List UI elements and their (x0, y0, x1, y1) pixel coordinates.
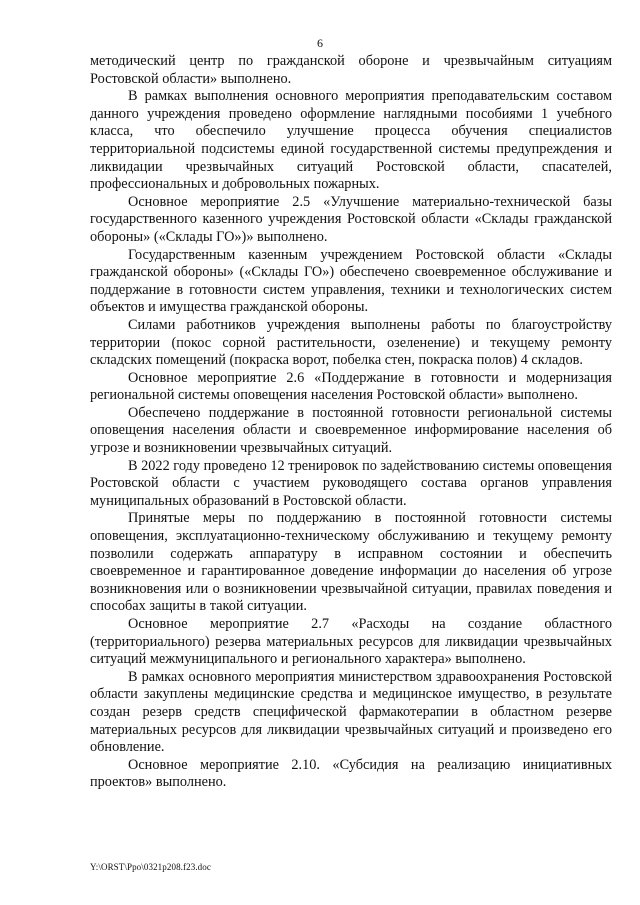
document-body (90, 53, 612, 792)
page-number: 6 (317, 36, 323, 50)
paragraph-measure-2-6: Основное мероприятие 2.6 «Поддержание в готовности и модернизация региональной системы оповещения населения Ростовской области» выполнено. (90, 369, 612, 404)
paragraph: В рамках выполнения основного мероприятия преподавательским составом данного учреждения проведено оформление наглядными пособиями 1 учебного класса, что обеспечило улучшение процесса обучения специалистов территориальной подсистемы единой государственной системы предупреждения и ликвидации чрезвычайных ситуаций Ростовской области, спасателей, профессиональных и добровольных пожарных. (90, 88, 612, 193)
paragraph-measure-2-5: Основное мероприятие 2.5 «Улучшение материально-технической базы государственного казенного учреждения Ростовской области «Склады гражданской обороны» («Склады ГО»)» выполнено. (90, 193, 612, 245)
paragraph: В рамках основного мероприятия министерством здравоохранения Ростовской области закуплены медицинские средства и медицинское имущество, в результате создан резерв средств специфической фармакотерапии в областном резерве материальных ресурсов для ликвидации чрезвычайных ситуаций и произведено его обновление. (90, 668, 612, 756)
paragraph-measure-2-7: Основное мероприятие 2.7 «Расходы на создание областного (территориального) резерва материальных ресурсов для ликвидации чрезвычайных ситуаций межмуниципального и регионального характера» выполнено. (90, 616, 612, 668)
file-path-footer: Y:\ORST\Ppo\0321p208.f23.doc (90, 862, 211, 872)
paragraph: Принятые меры по поддержанию в постоянной готовности системы оповещения, эксплуатационно-техническому обслуживанию и текущему ремонту позволили содержать аппаратуру в исправном состоянии и обеспечить своевременное и гарантированное доведение информации до населения об угрозе возникновения или о возникновении чрезвычайной ситуации, правилах поведения и способах защиты в такой ситуации. (90, 510, 612, 615)
paragraph-continuation: методический центр по гражданской обороне и чрезвычайным ситуациям Ростовской области» выполнено. (90, 53, 612, 87)
paragraph: В 2022 году проведено 12 тренировок по задействованию системы оповещения Ростовской области с участием руководящего состава органов управления муниципальных образований в Ростовской области. (90, 457, 612, 509)
paragraph-measure-2-10: Основное мероприятие 2.10. «Субсидия на реализацию инициативных проектов» выполнено. (90, 756, 612, 791)
paragraph: Силами работников учреждения выполнены работы по благоустройству территории (покос сорной растительности, озеленение) и текущему ремонту складских помещений (покраска ворот, побелка стен, покраска полов) 4 складов. (90, 316, 612, 369)
paragraph: Государственным казенным учреждением Ростовской области «Склады гражданской обороны» («Склады ГО») обеспечено своевременное обслуживание и поддержание в готовности систем управления, техники и технологических систем объектов и имущества гражданской обороны. (90, 246, 612, 316)
paragraph: Обеспечено поддержание в постоянной готовности региональной системы оповещения населения области и своевременное информирование населения об угрозе и возникновении чрезвычайных ситуаций. (90, 404, 612, 457)
